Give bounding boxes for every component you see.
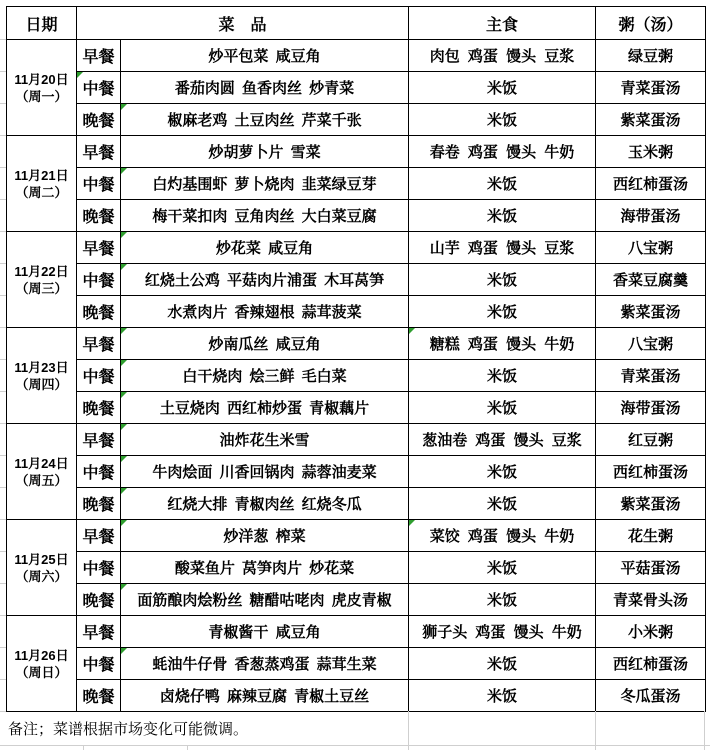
staple-cell: 米饭 [409,72,596,104]
dishes-cell: 炒洋葱 榨菜 [121,520,409,552]
table-row [7,360,706,392]
staple-cell: 米饭 [409,392,596,424]
dishes-cell: 番茄肉圆 鱼香肉丝 炒青菜 [121,72,409,104]
menu-table [6,6,706,712]
dishes-cell: 椒麻老鸡 土豆肉丝 芹菜千张 [121,104,409,136]
dishes-cell: 梅干菜扣肉 豆角肉丝 大白菜豆腐 [121,200,409,232]
table-row [7,456,706,488]
staple-cell: 山芋 鸡蛋 馒头 豆浆 [409,232,596,264]
green-corner-indicator [409,520,415,526]
staple-cell: 春卷 鸡蛋 馒头 牛奶 [409,136,596,168]
spreadsheet-gridline [83,745,84,750]
green-corner-indicator [121,584,127,590]
spreadsheet-gridline [0,71,6,72]
staple-cell: 糖糕 鸡蛋 馒头 牛奶 [409,328,596,360]
staple-cell: 米饭 [409,680,596,712]
table-row [7,136,706,168]
dishes-cell: 白灼基围虾 萝卜烧肉 韭菜绿豆芽 [121,168,409,200]
date-cell [7,232,77,328]
header-soup: 粥（汤） [596,7,706,40]
meal-label-cell: 早餐 [77,616,121,648]
date-cell [7,520,77,616]
footer-note: 备注；菜谱根据市场变化可能微调。 [8,720,249,738]
green-corner-indicator [121,328,127,334]
spreadsheet-gridline [408,711,409,750]
soup-cell: 八宝粥 [596,328,706,360]
soup-cell: 花生粥 [596,520,706,552]
green-corner-indicator [121,264,127,270]
date-line2: （周三） [15,280,68,296]
meal-label-cell: 中餐 [77,168,121,200]
spreadsheet-gridline [0,167,6,168]
staple-cell: 米饭 [409,104,596,136]
staple-cell: 米饭 [409,296,596,328]
dishes-cell: 面筋酿肉烩粉丝 糖醋咕咾肉 虎皮青椒 [121,584,409,616]
spreadsheet-gridline [0,135,6,136]
dishes-cell: 白干烧肉 烩三鲜 毛白菜 [121,360,409,392]
table-row [7,584,706,616]
staple-cell: 米饭 [409,456,596,488]
date-line2: （周六） [15,568,68,584]
spreadsheet-gridline [595,711,596,750]
soup-cell: 紫菜蛋汤 [596,488,706,520]
table-row [7,328,706,360]
dishes-cell: 炒花菜 咸豆角 [121,232,409,264]
meal-label-cell: 早餐 [77,328,121,360]
soup-cell: 西红柿蛋汤 [596,168,706,200]
dishes-cell: 水煮肉片 香辣翅根 蒜茸菠菜 [121,296,409,328]
table-row [7,168,706,200]
meal-label-cell: 早餐 [77,40,121,72]
table-row [7,680,706,712]
green-corner-indicator [121,424,127,430]
soup-cell: 平菇蛋汤 [596,552,706,584]
header-staple: 主食 [409,7,596,40]
soup-cell: 冬瓜蛋汤 [596,680,706,712]
spreadsheet-gridline [0,103,6,104]
soup-cell: 红豆粥 [596,424,706,456]
meal-label-cell: 中餐 [77,552,121,584]
staple-cell: 米饭 [409,360,596,392]
meal-label-cell: 晚餐 [77,200,121,232]
date-line1: 11月22日 [14,263,69,279]
table-row [7,296,706,328]
soup-cell: 玉米粥 [596,136,706,168]
dishes-cell: 青椒酱干 咸豆角 [121,616,409,648]
staple-cell: 葱油卷 鸡蛋 馒头 豆浆 [409,424,596,456]
table-row [7,424,706,456]
spreadsheet-gridline [0,551,6,552]
date-cell [7,328,77,424]
spreadsheet-gridline [704,711,705,750]
date-line2: （周四） [15,376,68,392]
meal-label-cell: 早餐 [77,520,121,552]
date-line1: 11月20日 [14,71,69,87]
header-row [7,7,706,40]
header-dishes: 菜 品 [77,7,409,40]
meal-label-cell: 早餐 [77,232,121,264]
table-row [7,40,706,72]
dishes-cell: 红烧大排 青椒肉丝 红烧冬瓜 [121,488,409,520]
date-cell [7,424,77,520]
dishes-cell: 炒胡萝卜片 雪菜 [121,136,409,168]
soup-cell: 海带蛋汤 [596,392,706,424]
staple-cell: 米饭 [409,200,596,232]
soup-cell: 紫菜蛋汤 [596,296,706,328]
meal-label-cell: 晚餐 [77,392,121,424]
spreadsheet-gridline [0,199,6,200]
staple-cell: 菜饺 鸡蛋 馒头 牛奶 [409,520,596,552]
staple-cell: 米饭 [409,584,596,616]
staple-cell: 狮子头 鸡蛋 馒头 牛奶 [409,616,596,648]
dishes-cell: 炒平包菜 咸豆角 [121,40,409,72]
spreadsheet-gridline [0,423,6,424]
spreadsheet-gridline [0,391,6,392]
date-cell [7,616,77,712]
meal-label-cell: 中餐 [77,264,121,296]
green-corner-indicator [121,648,127,654]
spreadsheet-gridline [0,711,6,712]
soup-cell: 绿豆粥 [596,40,706,72]
meal-label-cell: 早餐 [77,424,121,456]
date-line1: 11月26日 [14,647,69,663]
dishes-cell: 土豆烧肉 西红柿炒蛋 青椒藕片 [121,392,409,424]
meal-label-cell: 晚餐 [77,296,121,328]
meal-label-cell: 中餐 [77,72,121,104]
meal-label-cell: 早餐 [77,136,121,168]
date-line2: （周日） [15,664,68,680]
spreadsheet-gridline [0,263,6,264]
table-row [7,616,706,648]
staple-cell: 米饭 [409,488,596,520]
staple-cell: 肉包 鸡蛋 馒头 豆浆 [409,40,596,72]
date-line1: 11月21日 [14,167,69,183]
table-row [7,232,706,264]
spreadsheet-gridline [0,295,6,296]
spreadsheet-gridline [0,519,6,520]
date-line2: （周一） [15,88,68,104]
date-line1: 11月23日 [14,359,69,375]
soup-cell: 西红柿蛋汤 [596,456,706,488]
staple-cell: 米饭 [409,264,596,296]
green-corner-indicator [121,456,127,462]
spreadsheet-gridline [0,359,6,360]
table-row [7,200,706,232]
dishes-cell: 蚝油牛仔骨 香葱蒸鸡蛋 蒜茸生菜 [121,648,409,680]
spreadsheet-gridline [0,583,6,584]
green-corner-indicator [409,328,415,334]
spreadsheet-gridline [0,39,6,40]
dishes-cell: 炒南瓜丝 咸豆角 [121,328,409,360]
dishes-cell: 卤烧仔鸭 麻辣豆腐 青椒土豆丝 [121,680,409,712]
soup-cell: 香菜豆腐羹 [596,264,706,296]
table-row [7,104,706,136]
meal-label-cell: 晚餐 [77,488,121,520]
date-line2: （周二） [15,184,68,200]
table-row [7,488,706,520]
soup-cell: 海带蛋汤 [596,200,706,232]
staple-cell: 米饭 [409,168,596,200]
soup-cell: 八宝粥 [596,232,706,264]
date-cell [7,136,77,232]
green-corner-indicator [121,488,127,494]
table-row [7,520,706,552]
table-row [7,552,706,584]
soup-cell: 青菜蛋汤 [596,72,706,104]
soup-cell: 青菜蛋汤 [596,360,706,392]
meal-label-cell: 晚餐 [77,104,121,136]
table-row [7,72,706,104]
meal-label-cell: 晚餐 [77,680,121,712]
date-line1: 11月24日 [14,455,69,471]
staple-cell: 米饭 [409,552,596,584]
meal-label-cell: 中餐 [77,648,121,680]
green-corner-indicator [121,232,127,238]
meal-label-cell: 中餐 [77,360,121,392]
green-corner-indicator [121,392,127,398]
spreadsheet-gridline [0,745,710,746]
soup-cell: 青菜骨头汤 [596,584,706,616]
dishes-cell: 油炸花生米雪 [121,424,409,456]
staple-cell: 米饭 [409,648,596,680]
green-corner-indicator [121,168,127,174]
date-line1: 11月25日 [14,551,69,567]
table-row [7,264,706,296]
soup-cell: 紫菜蛋汤 [596,104,706,136]
green-corner-indicator [121,360,127,366]
soup-cell: 小米粥 [596,616,706,648]
dishes-cell: 酸菜鱼片 莴笋肉片 炒花菜 [121,552,409,584]
dishes-cell: 牛肉烩面 川香回锅肉 蒜蓉油麦菜 [121,456,409,488]
dishes-cell: 红烧土公鸡 平菇肉片浦蛋 木耳莴笋 [121,264,409,296]
spreadsheet-gridline [0,455,6,456]
green-corner-indicator [121,520,127,526]
table-row [7,392,706,424]
soup-cell: 西红柿蛋汤 [596,648,706,680]
table-row [7,648,706,680]
meal-label-cell: 中餐 [77,456,121,488]
spreadsheet-gridline [0,327,6,328]
date-cell [7,40,77,136]
date-line2: （周五） [15,472,68,488]
header-date: 日期 [7,7,77,40]
meal-label-cell: 晚餐 [77,584,121,616]
spreadsheet-gridline [0,231,6,232]
spreadsheet-gridline [0,615,6,616]
green-corner-indicator [77,72,83,78]
spreadsheet-gridline [0,647,6,648]
spreadsheet-gridline [187,745,188,750]
spreadsheet-gridline [0,487,6,488]
spreadsheet-gridline [0,679,6,680]
green-corner-indicator [121,104,127,110]
